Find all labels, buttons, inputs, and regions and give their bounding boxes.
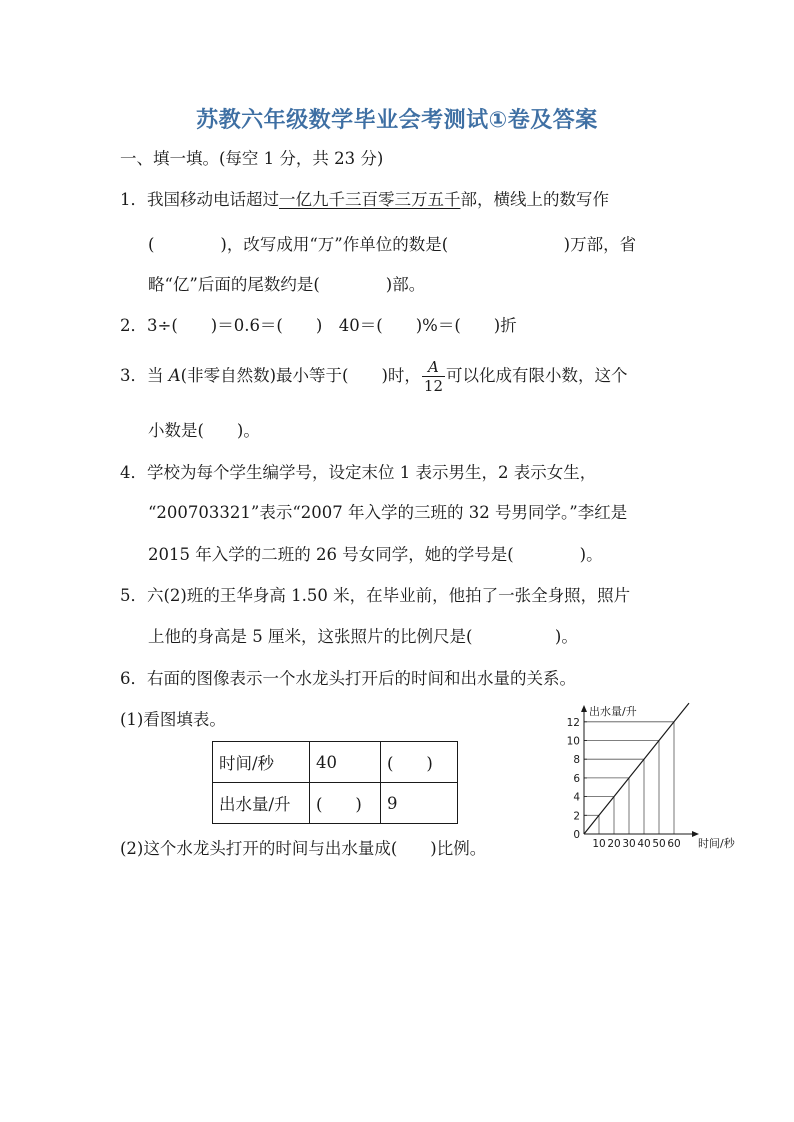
fraction-denominator: 12 <box>423 377 444 395</box>
y-tick-label: 12 <box>566 716 580 729</box>
x-tick-label: 60 <box>667 838 681 850</box>
question-4-line-1: 4．学校为每个学生编学号，设定末位 1 表示男生，2 表示女生， <box>120 463 597 482</box>
question-1-line-2: ( )，改写成用“万”作单位的数是( )万部，省 <box>148 235 637 254</box>
q1-text-post: 部，横线上的数写作 <box>460 190 609 209</box>
q1-underlined-number: 一亿九千三百零三万五千 <box>279 190 461 209</box>
x-tick-label: 10 <box>592 838 606 850</box>
x-axis-label: 时间/秒 <box>698 837 735 850</box>
y-tick-label: 4 <box>573 791 580 804</box>
y-tick-label: 10 <box>566 735 580 748</box>
question-5-line-1: 5．六(2)班的王华身高 1.50 米，在毕业前，他拍了一张全身照，照片 <box>120 586 631 605</box>
x-tick-label: 30 <box>622 838 636 850</box>
table-row <box>213 783 458 824</box>
question-3-line-2: 小数是( )。 <box>148 421 260 440</box>
y-tick-label: 2 <box>573 810 580 823</box>
y-tick-label: 6 <box>573 772 580 785</box>
y-axis-label: 出水量/升 <box>589 705 637 718</box>
question-1-line-1 <box>120 189 609 211</box>
table-cell: 时间/秒 <box>213 742 310 783</box>
section-heading: 一、填一填。(每空 1 分，共 23 分) <box>120 149 384 168</box>
q3-variable: A <box>168 366 181 385</box>
question-4-line-3: 2015 年入学的二班的 26 号女同学，她的学号是( )。 <box>148 545 603 564</box>
question-4-line-2: “200703321”表示“2007 年入学的三班的 32 号男同学。”李红是 <box>148 503 628 522</box>
question-6-line-1: 6．右面的图像表示一个水龙头打开后的时间和出水量的关系。 <box>120 669 576 688</box>
y-tick-label: 0 <box>573 829 580 841</box>
x-tick-label: 50 <box>652 838 666 850</box>
fill-table <box>212 741 458 824</box>
y-axis-arrow <box>581 705 587 712</box>
x-tick-label: 40 <box>637 838 651 850</box>
page-title: 苏教六年级数学毕业会考测试①卷及答案 <box>196 108 598 133</box>
y-tick-label: 8 <box>573 754 580 767</box>
question-3-line-1 <box>120 356 628 396</box>
q3-text-pre: 3．当 <box>120 366 169 385</box>
table-cell: ( ) <box>381 742 458 783</box>
water-flow-chart <box>560 700 760 860</box>
table-cell: 出水量/升 <box>213 783 310 824</box>
question-6-sub-1: (1)看图填表。 <box>120 710 226 729</box>
q3-text-mid: (非零自然数)最小等于( )时， <box>180 366 421 385</box>
x-tick-label: 20 <box>607 838 621 850</box>
table-cell: 40 <box>310 742 381 783</box>
q3-fraction <box>422 359 445 394</box>
table-cell: 9 <box>381 783 458 824</box>
q3-text-post: 可以化成有限小数，这个 <box>446 366 628 385</box>
series-line <box>584 703 689 834</box>
q1-text-pre: 1．我国移动电话超过 <box>120 190 279 209</box>
question-1-line-3: 略“亿”后面的尾数约是( )部。 <box>148 275 426 294</box>
table-row <box>213 742 458 783</box>
fraction-numerator: A <box>428 358 439 376</box>
question-2: 2．3÷( )＝0.6＝( ) 40＝( )%＝( )折 <box>120 316 517 335</box>
table-cell: ( ) <box>310 783 381 824</box>
question-6-sub-2: (2)这个水龙头打开的时间与出水量成( )比例。 <box>120 839 487 858</box>
question-5-line-2: 上他的身高是 5 厘米，这张照片的比例尺是( )。 <box>148 627 578 646</box>
